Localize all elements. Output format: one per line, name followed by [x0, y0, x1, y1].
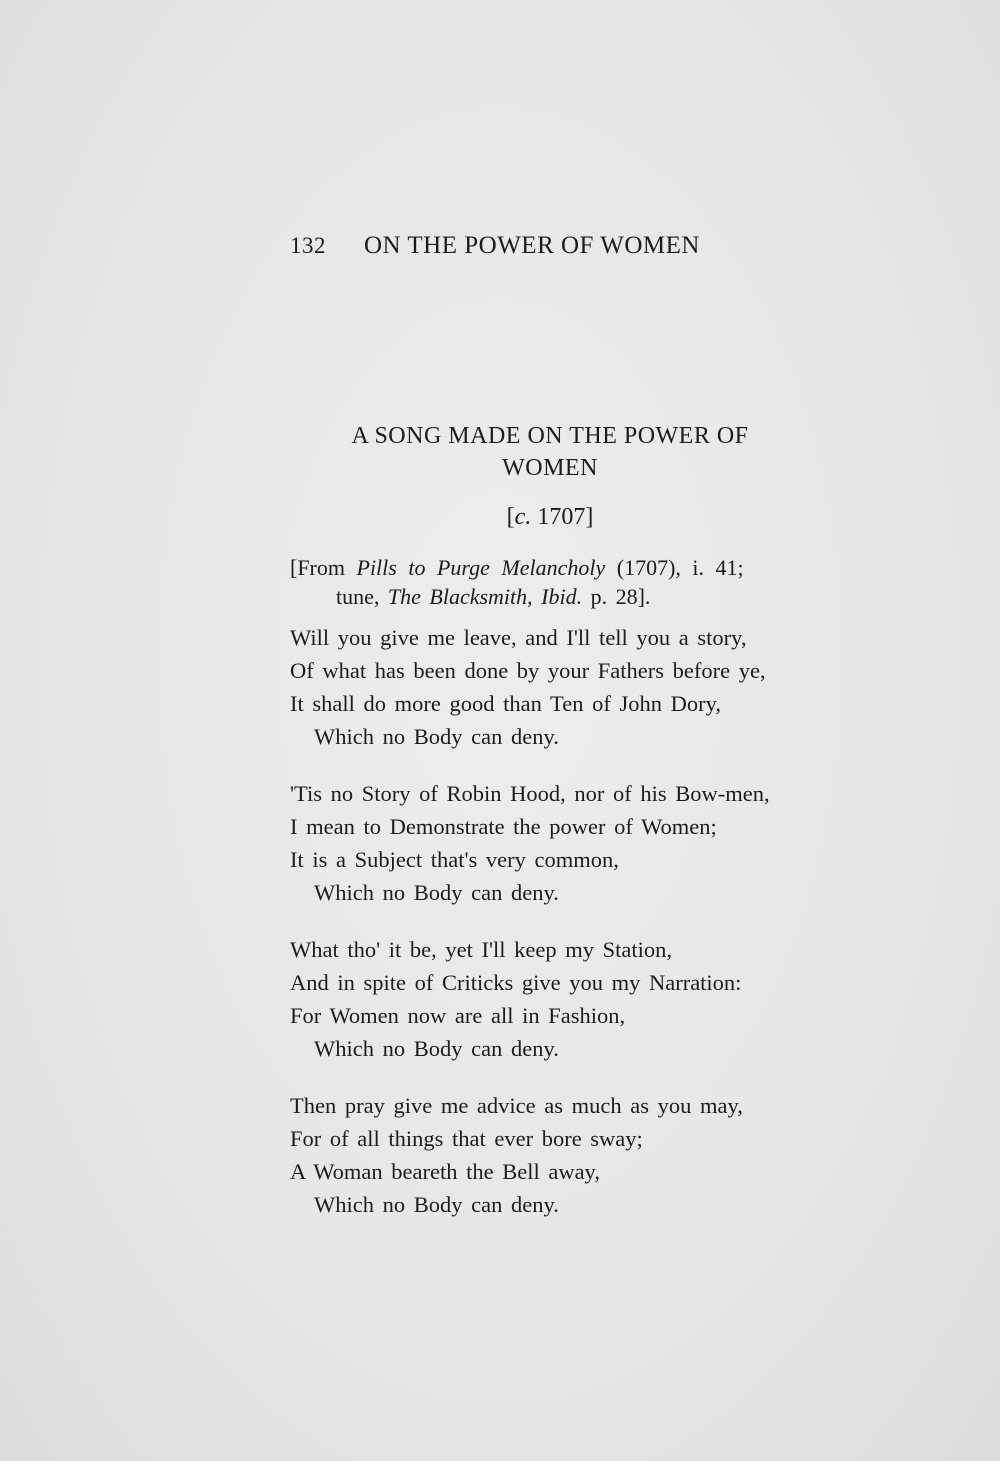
verse-line: 'Tis no Story of Robin Hood, nor of his Bow-men, — [290, 781, 770, 806]
verse-line: Then pray give me advice as much as you may, — [290, 1093, 743, 1118]
verse-line: I mean to Demonstrate the power of Women; — [290, 814, 717, 839]
stanza — [290, 933, 830, 1065]
song-date — [290, 504, 810, 531]
verse-line: And in spite of Criticks give you my Narration: — [290, 970, 742, 995]
stanza — [290, 1089, 830, 1221]
source-book: Pills to Purge Melancholy — [356, 555, 606, 580]
verse-line: It is a Subject that's very common, — [290, 847, 619, 872]
date-year: 1707] — [531, 504, 594, 530]
source-page: p. 28]. — [582, 584, 651, 609]
source-tune: tune, — [336, 584, 388, 609]
refrain-line: Which no Body can deny. — [314, 1192, 559, 1217]
source-from: [From — [290, 555, 357, 580]
song-title-line-1: A SONG MADE ON THE POWER OF — [351, 423, 749, 449]
running-head — [290, 232, 750, 260]
refrain-line: Which no Body can deny. — [314, 724, 559, 749]
refrain-line: Which no Body can deny. — [314, 880, 559, 905]
stanza — [290, 621, 830, 753]
song-title — [290, 420, 810, 484]
stanza — [290, 777, 830, 909]
verse-line: It shall do more good than Ten of John Dory, — [290, 691, 721, 716]
song-title-line-2: WOMEN — [502, 455, 598, 481]
date-bracket: [ — [506, 504, 515, 530]
running-title: ON THE POWER OF WOMEN — [364, 232, 700, 259]
verse-line: Will you give me leave, and I'll tell you a story, — [290, 625, 747, 650]
poem-body — [290, 621, 830, 1245]
source-ref: (1707), i. 41; — [605, 555, 744, 580]
verse-line: Of what has been done by your Fathers before ye, — [290, 658, 766, 683]
refrain-line: Which no Body can deny. — [314, 1036, 559, 1061]
verse-line: What tho' it be, yet I'll keep my Station, — [290, 937, 673, 962]
page-number: 132 — [290, 233, 326, 258]
source-note — [290, 553, 820, 611]
verse-line: A Woman beareth the Bell away, — [290, 1159, 600, 1184]
source-line-2 — [290, 582, 820, 611]
date-circa: c. — [514, 504, 532, 530]
source-tune-name: The Blacksmith, Ibid. — [387, 584, 583, 609]
source-line-1 — [290, 553, 820, 582]
verse-line: For of all things that ever bore sway; — [290, 1126, 643, 1151]
verse-line: For Women now are all in Fashion, — [290, 1003, 626, 1028]
